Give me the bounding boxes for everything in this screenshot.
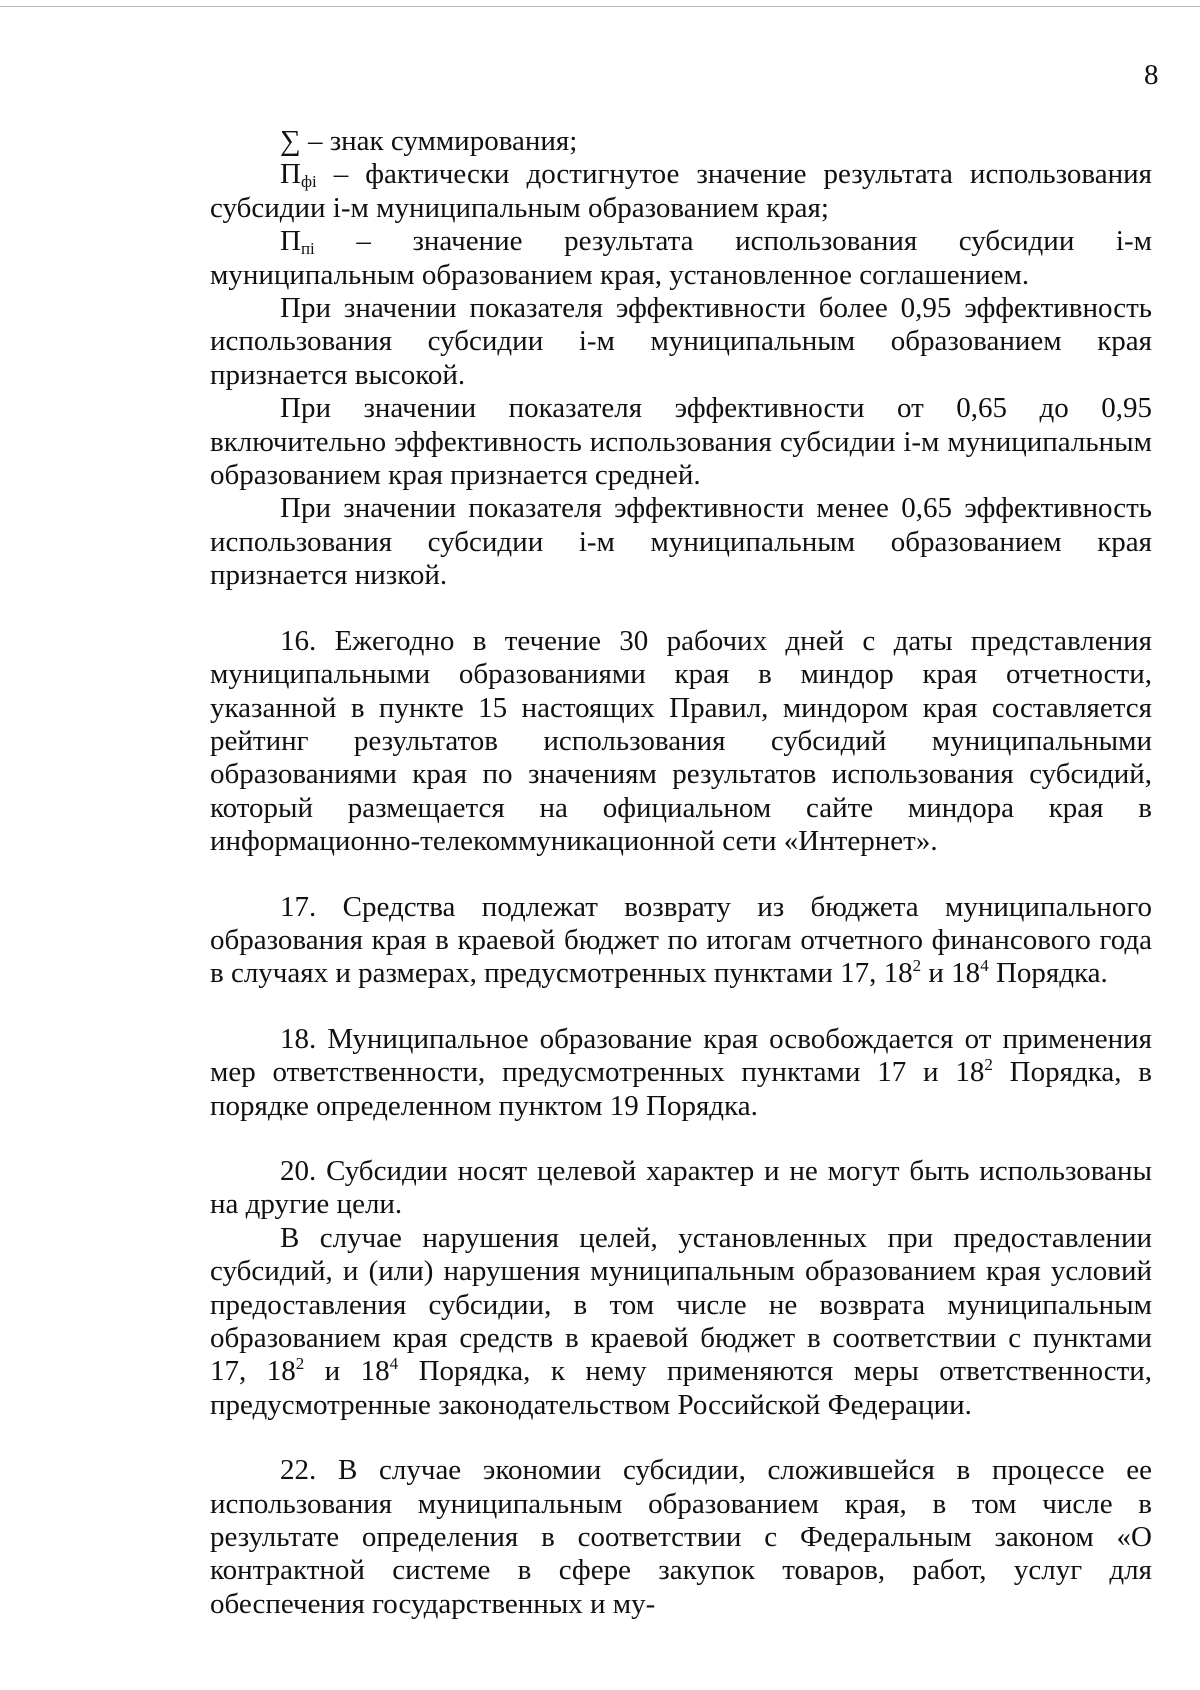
efficiency-low: При значении показателя эффективности менее 0,65 эффективность использования субсидии i-м муниципальным образованием края признается низкой.	[210, 492, 1152, 592]
paragraph-20: 20. Субсидии носят целевой характер и не могут быть использованы на другие цели.	[210, 1154, 1152, 1221]
paragraph-18: 18. Муниципальное образование края освобождается от применения мер ответственности, предусмотренных пунктами 17 и $18^2$ Порядка, в порядке определенном пунктом 19 Порядка.	[210, 1022, 1152, 1122]
paragraph-16: 16. Ежегодно в течение 30 рабочих дней с даты представления муниципальными образованиями края в миндор края отчетности, указанной в пункте 15 настоящих Правил, миндором края составляется рейтинг результатов использования субсидий муниципальными образованиями края по значениям результатов использования субсидий, который размещается на официальном сайте миндора края в информационно-телекоммуникационной сети «Интернет».	[210, 624, 1152, 858]
document-body	[210, 125, 1152, 1621]
efficiency-high: При значении показателя эффективности более 0,95 эффективность использования субсидии i-м муниципальным образованием края признается высокой.	[210, 292, 1152, 391]
paragraph-20-violation: В случае нарушения целей, установленных при предоставлении субсидий, и (или) нарушения муниципальным образованием края условий предоставления субсидии, в том числе не возврата муниципальным образованием края средств в краевой бюджет в соответствии с пунктами 17, $18^2$ и $18^4$ Порядка, к нему применяются меры ответственности, предусмотренные законодательством Российской Федерации.	[210, 1221, 1153, 1421]
definition-planned-value: $П_{пi}$ – значение результата использования субсидии i-м муниципальным образованием края, установленное соглашением.	[210, 225, 1152, 291]
page-number: 8	[1144, 59, 1159, 91]
paragraph-17: 17. Средства подлежат возврату из бюджета муниципального образования края в краевой бюджет по итогам отчетного финансового года в случаях и размерах, предусмотренных пунктами 17, $18^2$ и $18^4$ Порядка.	[210, 890, 1152, 990]
definition-actual-value: $П_{фi}$ – фактически достигнутое значение результата использования субсидии i-м муниципальным образованием края;	[210, 158, 1152, 224]
paragraph-22: 22. В случае экономии субсидии, сложившейся в процессе ее использования муниципальным образованием края, в том числе в результате определения в соответствии с Федеральным законом «О контрактной системе в сфере закупок товаров, работ, услуг для обеспечения государственных и му-	[210, 1454, 1152, 1620]
efficiency-medium: При значении показателя эффективности от 0,65 до 0,95 включительно эффективность использования субсидии i-м муниципальным образованием края признается средней.	[210, 392, 1152, 492]
definition-sum: ∑ – знак суммирования;	[280, 125, 578, 157]
top-rule	[0, 6, 1200, 7]
